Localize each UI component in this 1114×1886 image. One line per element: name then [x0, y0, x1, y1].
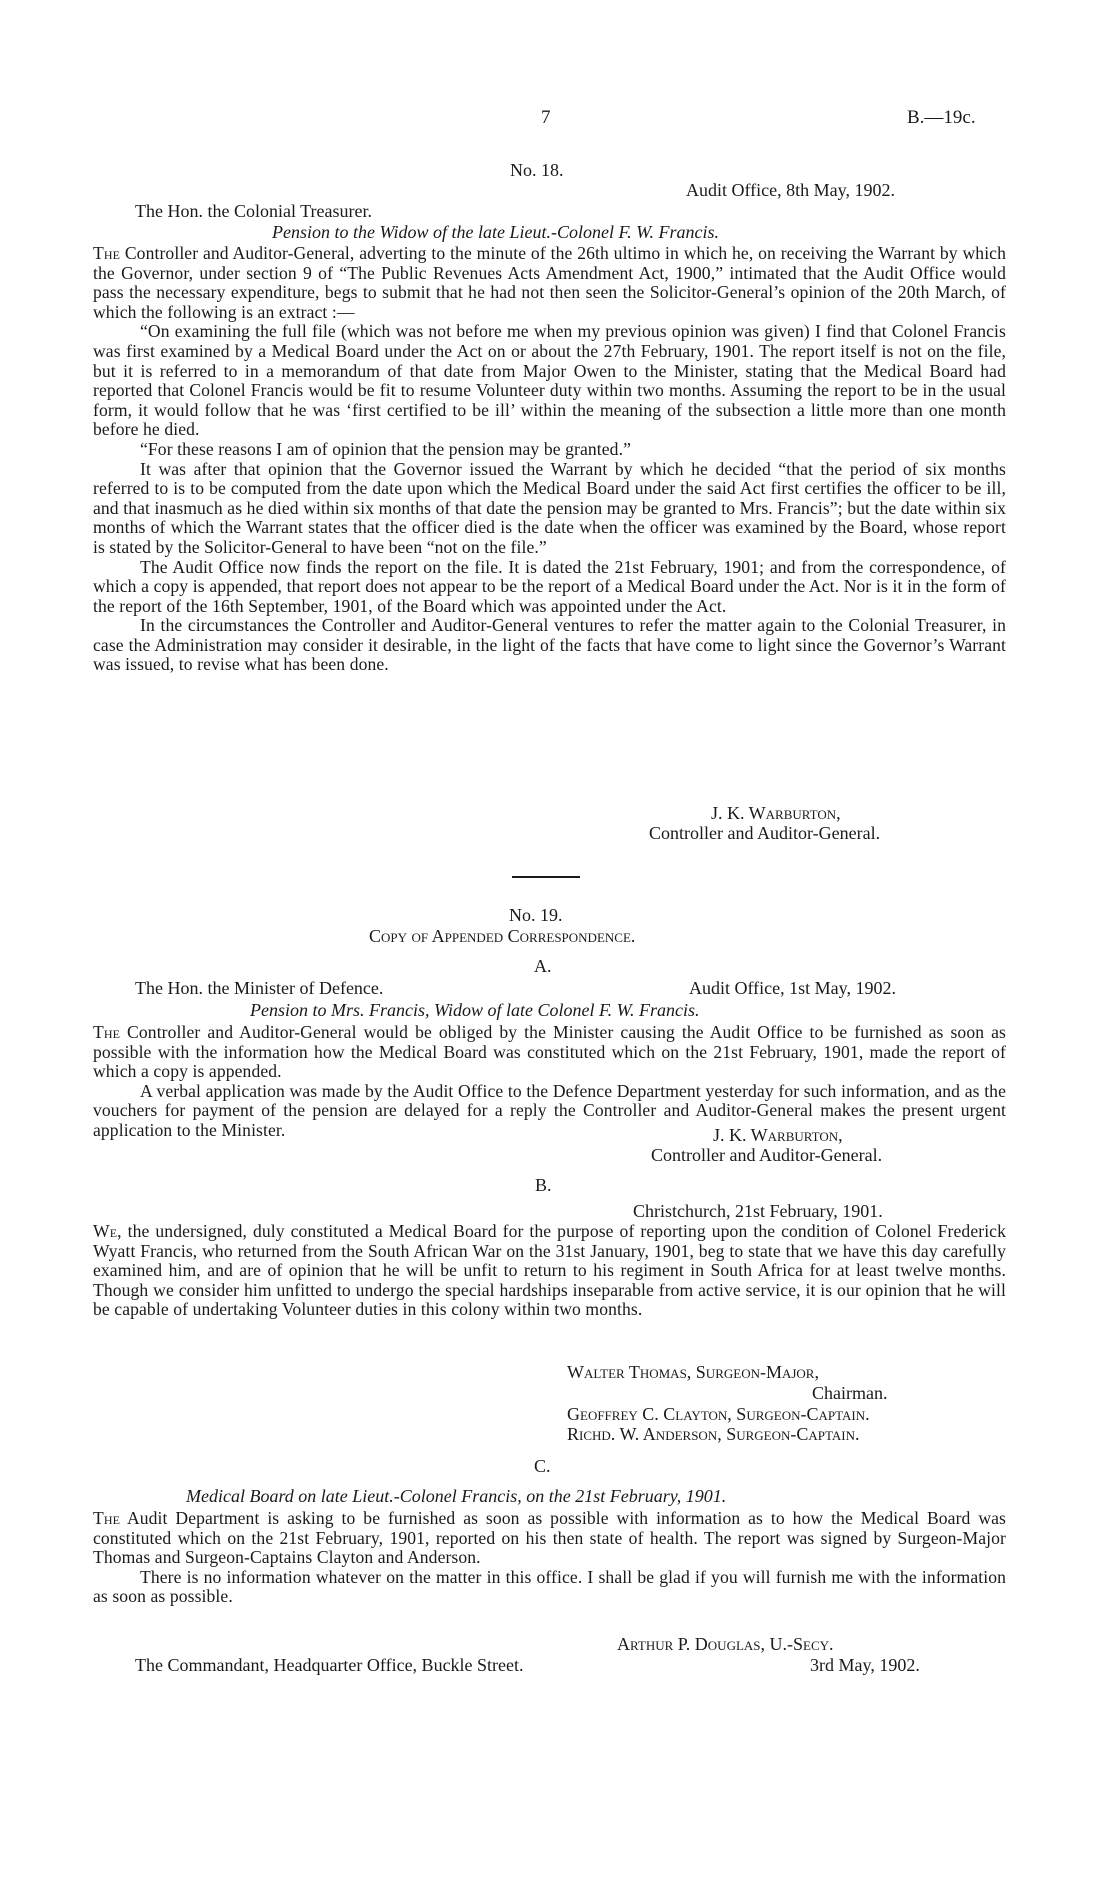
letter-b-place-date: Christchurch, 21st February, 1901.: [633, 1201, 883, 1221]
letter-c-signatory: Arthur P. Douglas, U.-Secy.: [617, 1634, 834, 1654]
letter-a-body: [93, 1023, 1006, 1141]
no18-addressee: The Hon. the Colonial Treasurer.: [135, 201, 372, 221]
letter-b-label: B.: [535, 1175, 552, 1195]
letter-b-signatory-1-title: Chairman.: [812, 1383, 888, 1403]
letter-a-place-date: Audit Office, 1st May, 1902.: [689, 978, 896, 998]
letter-a-addressee: The Hon. the Minister of Defence.: [135, 978, 384, 998]
no18-paragraph-3: “For these reasons I am of opinion that the pension may be granted.”: [140, 438, 631, 459]
no18-subject: Pension to the Widow of the late Lieut.-Colonel F. W. Francis.: [272, 222, 719, 242]
no18-paragraph-4: It was after that opinion that the Governor issued the Warrant by which he decided “that the period of six months referred to is to be computed from the date upon which the Medical Board under the said Act first certifies the officer to be ill, and that inasmuch as he died within six months of that date the pension may be granted to Mrs. Francis”; but the date within six months of which the Warrant states that the officer died is the date when the officer was examined by the Board, whose report is stated by the Solicitor-General to have been “not on the file.”: [93, 458, 1006, 557]
letter-a-subject: Pension to Mrs. Francis, Widow of late Colonel F. W. Francis.: [250, 1000, 700, 1020]
letter-a-signatory-title: Controller and Auditor-General.: [651, 1145, 883, 1165]
no19-number: No. 19.: [509, 905, 563, 925]
no18-paragraph-5: The Audit Office now finds the report on the file. It is dated the 21st February, 1901; and from the correspondence, of which a copy is appended, that report does not appear to be the report of a Medical Board under the Act. Nor is it in the form of the report of the 16th September, 1901, of the Board which was appointed under the Act.: [93, 556, 1006, 616]
no18-paragraph-6: In the circumstances the Controller and Auditor-General ventures to refer the matter again to the Colonial Treasurer, in case the Administration may consider it desirable, in the light of the facts that have come to light since the Governor’s Warrant was issued, to revise what has been done.: [93, 615, 1006, 675]
page-number: 7: [541, 107, 551, 128]
no18-body: [93, 244, 1006, 675]
no18-signatory-title: Controller and Auditor-General.: [649, 823, 881, 843]
no18-number: No. 18.: [510, 160, 564, 180]
letter-a-label: A.: [534, 956, 552, 976]
letter-b-paragraph-1: We, the undersigned, duly constituted a Medical Board for the purpose of reporting upon the condition of Colonel Frederick Wyatt Francis, who returned from the South African War on the 31st January, 1901, beg to state that we have this day carefully examined him, and are of opinion that he will be unfit to return to his regiment in South Africa for at least twelve months. Though we consider him unfitted to undergo the special hardships inseparable from active service, it is our opinion that he will be capable of undertaking Volunteer duties in this colony within two months.: [93, 1221, 1006, 1320]
no18-signatory: J. K. Warburton,: [711, 803, 841, 823]
letter-a-signatory: J. K. Warburton,: [713, 1125, 843, 1145]
letter-c-paragraph-2: There is no information whatever on the matter in this office. I shall be glad if you will furnish me with the information as soon as possible.: [93, 1566, 1006, 1607]
no19-heading: Copy of Appended Correspondence.: [369, 926, 636, 946]
letter-c-body: [93, 1509, 1006, 1607]
letter-a-paragraph-2: A verbal application was made by the Audit Office to the Defence Department yesterday for such information, and as the vouchers for payment of the pension are delayed for a reply the Controller and Auditor-General makes the present urgent application to the Minister.: [93, 1080, 1006, 1140]
letter-c-date: 3rd May, 1902.: [810, 1655, 920, 1675]
letter-a-paragraph-1: The Controller and Auditor-General would be obliged by the Minister causing the Audit Office to be furnished as soon as possible with the information how the Medical Board was constituted which on the 21st February, 1901, made the report of which a copy is appended.: [93, 1022, 1006, 1082]
letter-c-subject: Medical Board on late Lieut.-Colonel Francis, on the 21st February, 1901.: [186, 1486, 727, 1506]
letter-b-body: [93, 1222, 1006, 1320]
letter-c-label: C.: [534, 1456, 551, 1476]
letter-b-signatory-2: Geoffrey C. Clayton, Surgeon-Captain.: [567, 1404, 870, 1424]
no18-place-date: Audit Office, 8th May, 1902.: [686, 180, 895, 200]
section-divider: [512, 876, 580, 878]
letter-c-paragraph-1: The Audit Department is asking to be furnished as soon as possible with information as to how the Medical Board was constituted which on the 21st February, 1901, reported on his then state of health. The report was signed by Surgeon-Major Thomas and Surgeon-Captains Clayton and Anderson.: [93, 1508, 1006, 1568]
document-code: B.—19c.: [907, 107, 976, 128]
letter-b-signatory-1: Walter Thomas, Surgeon-Major,: [567, 1362, 819, 1382]
no18-paragraph-1: The Controller and Auditor-General, adverting to the minute of the 26th ultimo in which he, on receiving the Warrant by which the Governor, under section 9 of “The Public Revenues Acts Amendment Act, 1900,” intimated that the Audit Office would pass the necessary expenditure, begs to submit that he had not then seen the Solicitor-General’s opinion of the 20th March, of which the following is an extract :—: [93, 243, 1006, 322]
letter-c-addressee: The Commandant, Headquarter Office, Buckle Street.: [135, 1655, 524, 1675]
letter-b-signatory-3: Richd. W. Anderson, Surgeon-Captain.: [567, 1424, 860, 1444]
no18-paragraph-2: “On examining the full file (which was not before me when my previous opinion was given) I find that Colonel Francis was first examined by a Medical Board under the Act on or about the 27th February, 1901. The report itself is not on the file, but it is referred to in a memorandum of that date from Major Owen to the Minister, stating that the Medical Board had reported that Colonel Francis would be fit to resume Volunteer duty within two months. Assuming the report to be in the usual form, it would follow that he was ‘first certified to be ill’ within the meaning of the subsection a little more than one month before he died.: [93, 321, 1006, 440]
